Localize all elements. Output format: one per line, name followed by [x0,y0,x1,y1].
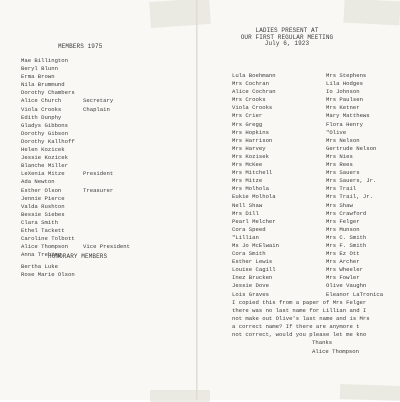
member-row [21,154,130,162]
member-row [21,146,130,154]
meeting-heading [232,28,342,48]
handwritten-note-typed [232,299,398,356]
attendee-name: Ms Jo McElwain [232,241,279,249]
attendee-name: Mrs Molhola [232,185,269,193]
member-row [21,203,130,211]
member-row [21,73,130,81]
attendee-name: Mrs Ez Ott [326,250,360,258]
member-name: Beryl Blunn [21,65,58,73]
member-role: Chaplain [83,105,110,113]
attendee-name: Mrs Felger [326,217,360,225]
page-fold [196,0,198,400]
attendee-name: Mrs Harrison [232,136,273,144]
attendee-name: Mrs Hopkins [232,128,269,136]
member-name: Alice Thompson [21,243,68,251]
member-row [21,97,130,105]
note-line: there was no last name for Lillian and I [232,307,367,315]
member-row [21,138,130,146]
attendee-name: Mrs Munson [326,225,360,233]
member-name: Anna Trebing [21,251,62,259]
attendee-name: Mrs Trail, Jr. [326,193,373,201]
attendee-name: Cora Smith [232,250,266,258]
member-row [21,178,130,186]
attendee-name: Mrs Wheeler [326,266,363,274]
attendee-name: Jessie Dove [232,282,269,290]
attendee-name: Gertrude Nelson [326,144,377,152]
member-row [21,211,130,219]
member-name: Nila Brummund [21,81,65,89]
honorary-member: Rose Marie Olson [21,271,75,279]
attendee-name: Louise Cagill [232,266,276,274]
attendee-name: Eukie Molhola [232,193,276,201]
attendee-name: Mary Matthews [326,112,370,120]
honorary-list [21,263,75,279]
member-role: Treasurer [83,186,114,194]
member-role: President [83,170,114,178]
member-name: Ethel Tackett [21,226,65,234]
member-row [21,81,130,89]
member-row [21,130,130,138]
attendee-name: Mrs Archer [326,258,360,266]
attendee-name: Mrs Mitchell [232,169,273,177]
member-row [21,170,130,178]
member-row [21,227,130,235]
attendee-name: Lois Graves [232,290,269,298]
attendee-name: Cora Speed [232,225,266,233]
member-row [21,114,130,122]
attendees-column-right [326,72,383,299]
member-name: Alice Church [21,97,62,105]
member-name: Valda Rushton [21,202,65,210]
attendee-name: Olive Vaughn [326,282,367,290]
member-name: Clara Smith [21,218,58,226]
members-list [21,57,130,259]
attendee-name: Alice Cochran [232,88,276,96]
member-name: Dorothy Kallhoff [21,137,75,145]
member-row [21,57,130,65]
attendee-name: Lula Boehmann [232,72,276,79]
attendees-column-left [232,72,279,299]
attendee-name: Mrs C. Smith [326,233,367,241]
attendee-name: Mrs Cochran [232,80,269,88]
honorary-heading: HONORARY MEMBERS [48,253,108,260]
member-name: Ada Newton [21,178,55,186]
attendee-name: Mrs Shaw [326,201,353,209]
member-name: LeXenia Mitze [21,170,65,178]
signature-line: Alice Thompson [312,347,359,355]
attendee-name: "Olive [326,128,347,136]
member-row [21,195,130,203]
member-name: Dorothy Chambers [21,89,75,97]
member-row [21,162,130,170]
attendee-name: Mrs Crooks [232,96,266,104]
meeting-heading-line: July 6, 1923 [264,40,310,48]
member-name: Jessie Kozicek [21,154,68,162]
member-row [21,122,130,130]
attendee-name: Mrs Mitze [232,177,263,185]
member-name: Erma Brown [21,73,55,81]
attendee-name: Pearl Melcher [232,217,276,225]
attendee-name: Esther Lewis [232,258,273,266]
attendee-name: Viola Crooks [232,104,273,112]
tape-strip [340,384,400,401]
note-line: not correct, would you please let me kno [232,331,367,339]
member-row [21,187,130,195]
signature-line: Thanks [312,339,333,347]
member-row [21,243,130,251]
member-name: Gladys Gibbons [21,121,68,129]
member-name: Caroline Tolbott [21,235,75,243]
member-row [21,65,130,73]
attendee-name: Mrs Gregg [232,120,263,128]
attendee-name: "Lillian [232,233,259,241]
member-row [21,89,130,97]
attendee-name: Io Johnson [326,88,360,96]
attendee-name: Mrs F. Smith [326,241,367,249]
note-line: I copied this from a paper of Mrs Felger [232,299,367,306]
honorary-member: Bertha Luke [21,263,58,270]
member-name: Esther Olson [21,186,62,194]
attendee-name: Mrs Kozisek [232,152,269,160]
attendee-name: Inez Brucken [232,274,273,282]
meeting-heading-line: OUR FIRST REGULAR MEETING [240,33,334,41]
attendee-name: Mrs Nies [326,152,353,160]
member-row [21,235,130,243]
attendee-name: Mrs Rees [326,161,353,169]
attendee-name: Mrs Stephens [326,72,367,79]
attendee-name: Lila Hodges [326,80,363,88]
attendee-name: Mrs Crier [232,112,263,120]
attendee-name: Mrs Trail [326,185,357,193]
member-name: Bessie Siebes [21,210,65,218]
attendee-name: Mrs Ketner [326,104,360,112]
meeting-heading-line: LADIES PRESENT AT [255,27,319,34]
attendee-name: Mrs Dill [232,209,259,217]
attendee-name: Flora Henry [326,120,363,128]
attendee-name: Nell Shaw [232,201,263,209]
attendee-name: Eleanor LaTronica [326,290,384,298]
member-name: Viola Crooks [21,105,62,113]
member-name: Helen Kozicek [21,146,65,154]
note-line: a correct name? If there are anymore t [232,323,360,331]
note-line: not make out Olive's last name and is Mrs [232,315,370,323]
member-role: Vice President [83,243,130,251]
attendee-name: Mrs Sauers, Jr. [326,177,377,185]
tape-strip [150,390,210,402]
member-name: Mae Billington [21,57,68,64]
tape-strip [343,0,400,25]
attendee-name: Mrs McKee [232,161,263,169]
member-name: Jennie Pierce [21,194,65,202]
attendee-name: Mrs Harvey [232,144,266,152]
attendee-name: Mrs Crawford [326,209,367,217]
attendee-name: Mrs Paulsen [326,96,363,104]
member-name: Edith Dunphy [21,113,62,121]
member-row [21,219,130,227]
attendee-name: Mrs Fowler [326,274,360,282]
attendee-name: Mrs Sauers [326,169,360,177]
member-role: Secretary [83,97,114,105]
member-row [21,106,130,114]
attendee-name: Mrs Nelson [326,136,360,144]
tape-strip [149,0,211,28]
member-name: Dorothy Gibson [21,129,68,137]
members-heading: MEMBERS 1975 [58,43,103,50]
member-name: Blanche Miller [21,162,68,170]
